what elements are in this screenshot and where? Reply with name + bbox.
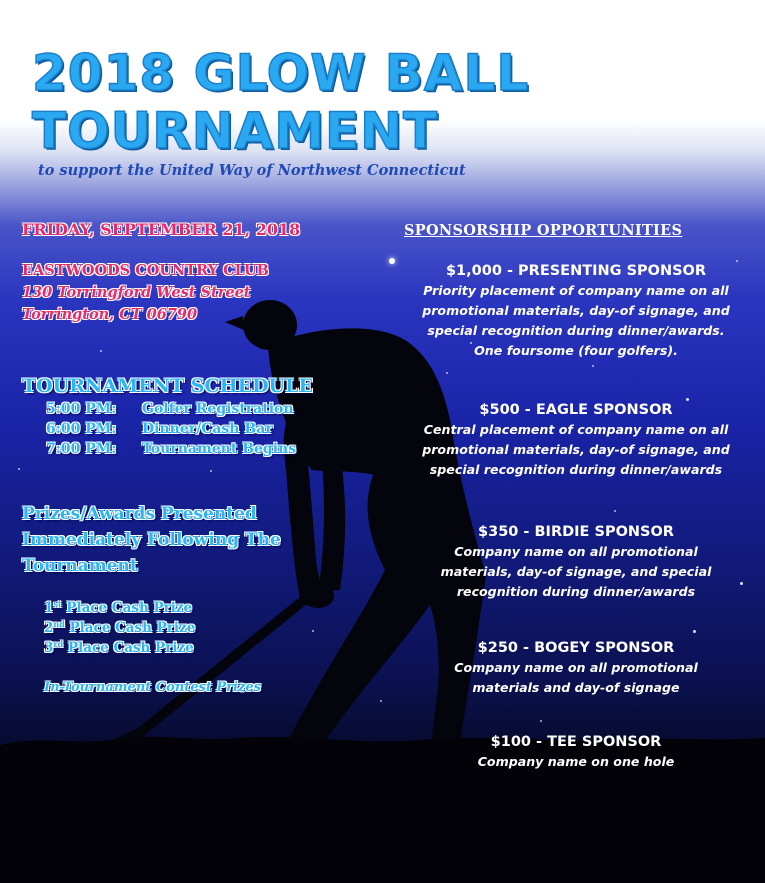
title-line-1: 2018 GLOW BALL xyxy=(32,44,530,102)
tier-desc-line: materials, day-of signage, and special xyxy=(440,564,712,579)
venue-name: EASTWOODS COUNTRY CLUB xyxy=(22,262,269,279)
tier-desc-line: Company name on one hole xyxy=(477,754,675,769)
schedule-title: TOURNAMENT SCHEDULE xyxy=(22,375,313,397)
sponsor-tier-bogey xyxy=(400,638,752,698)
prize-text: Place Cash Prize xyxy=(63,640,194,656)
tier-title: $500 - EAGLE SPONSOR xyxy=(479,402,673,418)
prize-text: Place Cash Prize xyxy=(64,620,196,636)
tier-desc-line: promotional materials, day-of signage, and xyxy=(422,303,730,318)
schedule-desc: Tournament Begins xyxy=(142,441,297,457)
prizes-heading-line-3: Tournament xyxy=(22,556,138,576)
schedule-desc: Dinner/Cash Bar xyxy=(142,421,273,437)
tier-desc-line: Company name on all promotional xyxy=(454,660,698,675)
tier-desc-line: special recognition during dinner/awards xyxy=(429,462,723,477)
tier-desc-line: recognition during dinner/awards xyxy=(456,584,696,599)
prizes-heading-line-2: Immediately Following The xyxy=(22,530,281,550)
venue-city: Torrington, CT 06790 xyxy=(22,306,198,323)
sponsor-tier-presenting xyxy=(400,261,752,361)
title-line-2: TOURNAMENT xyxy=(32,102,439,160)
prize-item xyxy=(44,619,195,636)
schedule-time: 7:00 PM: xyxy=(46,441,117,457)
venue-street: 130 Torringford West Street xyxy=(22,284,251,301)
tier-desc-line: One foursome (four golfers). xyxy=(474,343,678,358)
subtitle: to support the United Way of Northwest Connecticut xyxy=(38,162,466,179)
tier-desc-line: Company name on all promotional xyxy=(454,544,698,559)
contest-prizes: In-Tournament Contest Prizes xyxy=(44,680,261,695)
schedule-time: 6:00 PM: xyxy=(46,421,117,437)
prize-number: 1 xyxy=(44,600,54,616)
prize-suffix: nd xyxy=(53,619,65,629)
sponsor-tier-birdie xyxy=(400,522,752,602)
tier-desc-line: special recognition during dinner/awards. xyxy=(427,323,725,338)
sponsor-tier-tee xyxy=(400,732,752,772)
tier-desc-line: promotional materials, day-of signage, and xyxy=(422,442,730,457)
sponsor-tier-eagle xyxy=(400,400,752,480)
tier-title: $100 - TEE SPONSOR xyxy=(490,734,662,750)
prize-item xyxy=(44,639,194,656)
prize-item xyxy=(44,599,192,616)
tier-desc-line: Central placement of company name on all xyxy=(423,422,729,437)
schedule-desc: Golfer Registration xyxy=(142,401,294,417)
tier-title: $350 - BIRDIE SPONSOR xyxy=(478,524,674,540)
tier-title: $250 - BOGEY SPONSOR xyxy=(477,640,675,656)
event-date: FRIDAY, SEPTEMBER 21, 2018 xyxy=(22,220,301,239)
tier-title: $1,000 - PRESENTING SPONSOR xyxy=(445,263,707,279)
tier-desc-line: Priority placement of company name on all xyxy=(423,283,729,298)
prize-text: Place Cash Prize xyxy=(61,600,193,616)
schedule-time: 5:00 PM: xyxy=(46,401,117,417)
prize-suffix: st xyxy=(53,599,62,609)
prizes-heading-line-1: Prizes/Awards Presented xyxy=(22,504,257,524)
sponsorship-header: SPONSORSHIP OPPORTUNITIES xyxy=(404,222,683,239)
prize-number: 2 xyxy=(44,620,54,636)
prize-suffix: rd xyxy=(53,639,64,649)
tier-desc-line: materials and day-of signage xyxy=(472,680,680,695)
prize-number: 3 xyxy=(44,640,54,656)
